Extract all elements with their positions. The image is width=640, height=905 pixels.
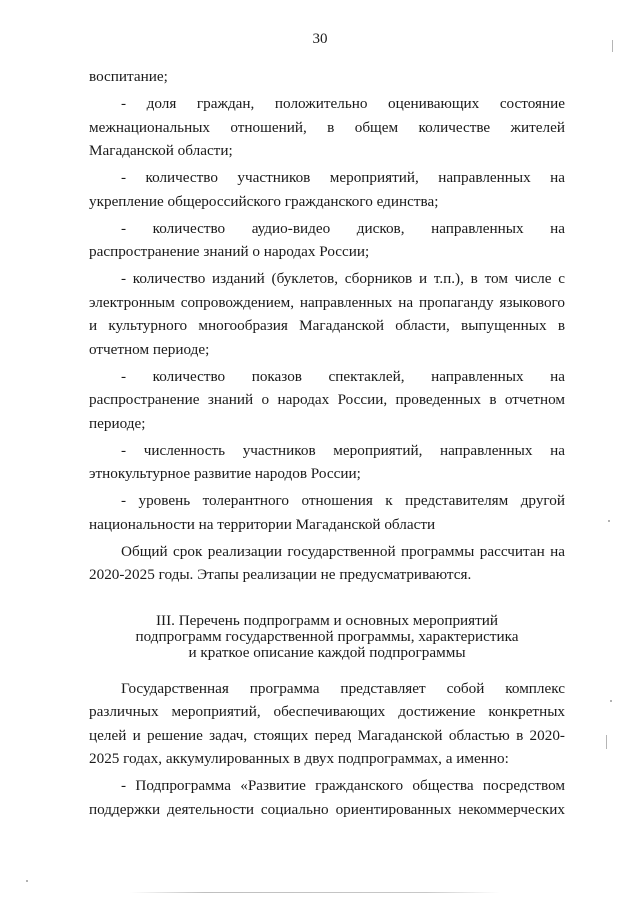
scan-artifact xyxy=(612,40,613,52)
list-item: - численность участников мероприятий, направленных на этнокультурное развитие народов России; xyxy=(89,441,565,482)
list-item: - количество участников мероприятий, направленных на укрепление общероссийского гражданского единства; xyxy=(89,169,565,210)
section-heading xyxy=(89,613,565,661)
list-item: - доля граждан, положительно оценивающих состояние межнациональных отношений, в общем количестве жителей Магаданской области; xyxy=(89,95,565,159)
scan-artifact xyxy=(606,735,607,749)
section-heading-line: III. Перечень подпрограмм и основных мероприятий xyxy=(155,611,499,629)
list-item: - уровень толерантного отношения к представителям другой национальности на территории Магаданской области xyxy=(89,492,565,533)
list-item: - количество изданий (буклетов, сборников и т.п.), в том числе с электронным сопровождением, направленных на пропаганду языкового и культурного многообразия Магаданской области, выпущенных в отчетном периоде; xyxy=(89,270,565,358)
page-number: 30 xyxy=(312,31,328,47)
document-body xyxy=(89,65,565,825)
scan-artifact xyxy=(130,892,500,893)
paragraph: Общий срок реализации государственной программы рассчитан на 2020-2025 годы. Этапы реализации не предусматриваются. xyxy=(89,542,565,583)
list-item: - количество аудио-видео дисков, направленных на распространение знаний о народах России; xyxy=(89,219,565,260)
paragraph-continuation: воспитание; xyxy=(89,68,168,85)
section-heading-line: и краткое описание каждой подпрограммы xyxy=(188,643,466,661)
list-item: - Подпрограмма «Развитие гражданского общества посредством поддержки деятельности социально ориентированных некоммерческих xyxy=(89,777,565,818)
section-heading-line: подпрограмм государственной программы, характеристика xyxy=(135,627,519,645)
paragraph: Государственная программа представляет собой комплекс различных мероприятий, обеспечивающих достижение конкретных целей и решение задач, стоящих перед Магаданской областью в 2020-2025 годах, аккумулированных в двух подпрограммах, а именно: xyxy=(89,679,565,767)
scan-artifact xyxy=(608,520,610,522)
list-item: - количество показов спектаклей, направленных на распространение знаний о народах России, проведенных в отчетном периоде; xyxy=(89,367,565,432)
scan-artifact xyxy=(610,700,612,702)
scan-artifact xyxy=(26,880,28,882)
